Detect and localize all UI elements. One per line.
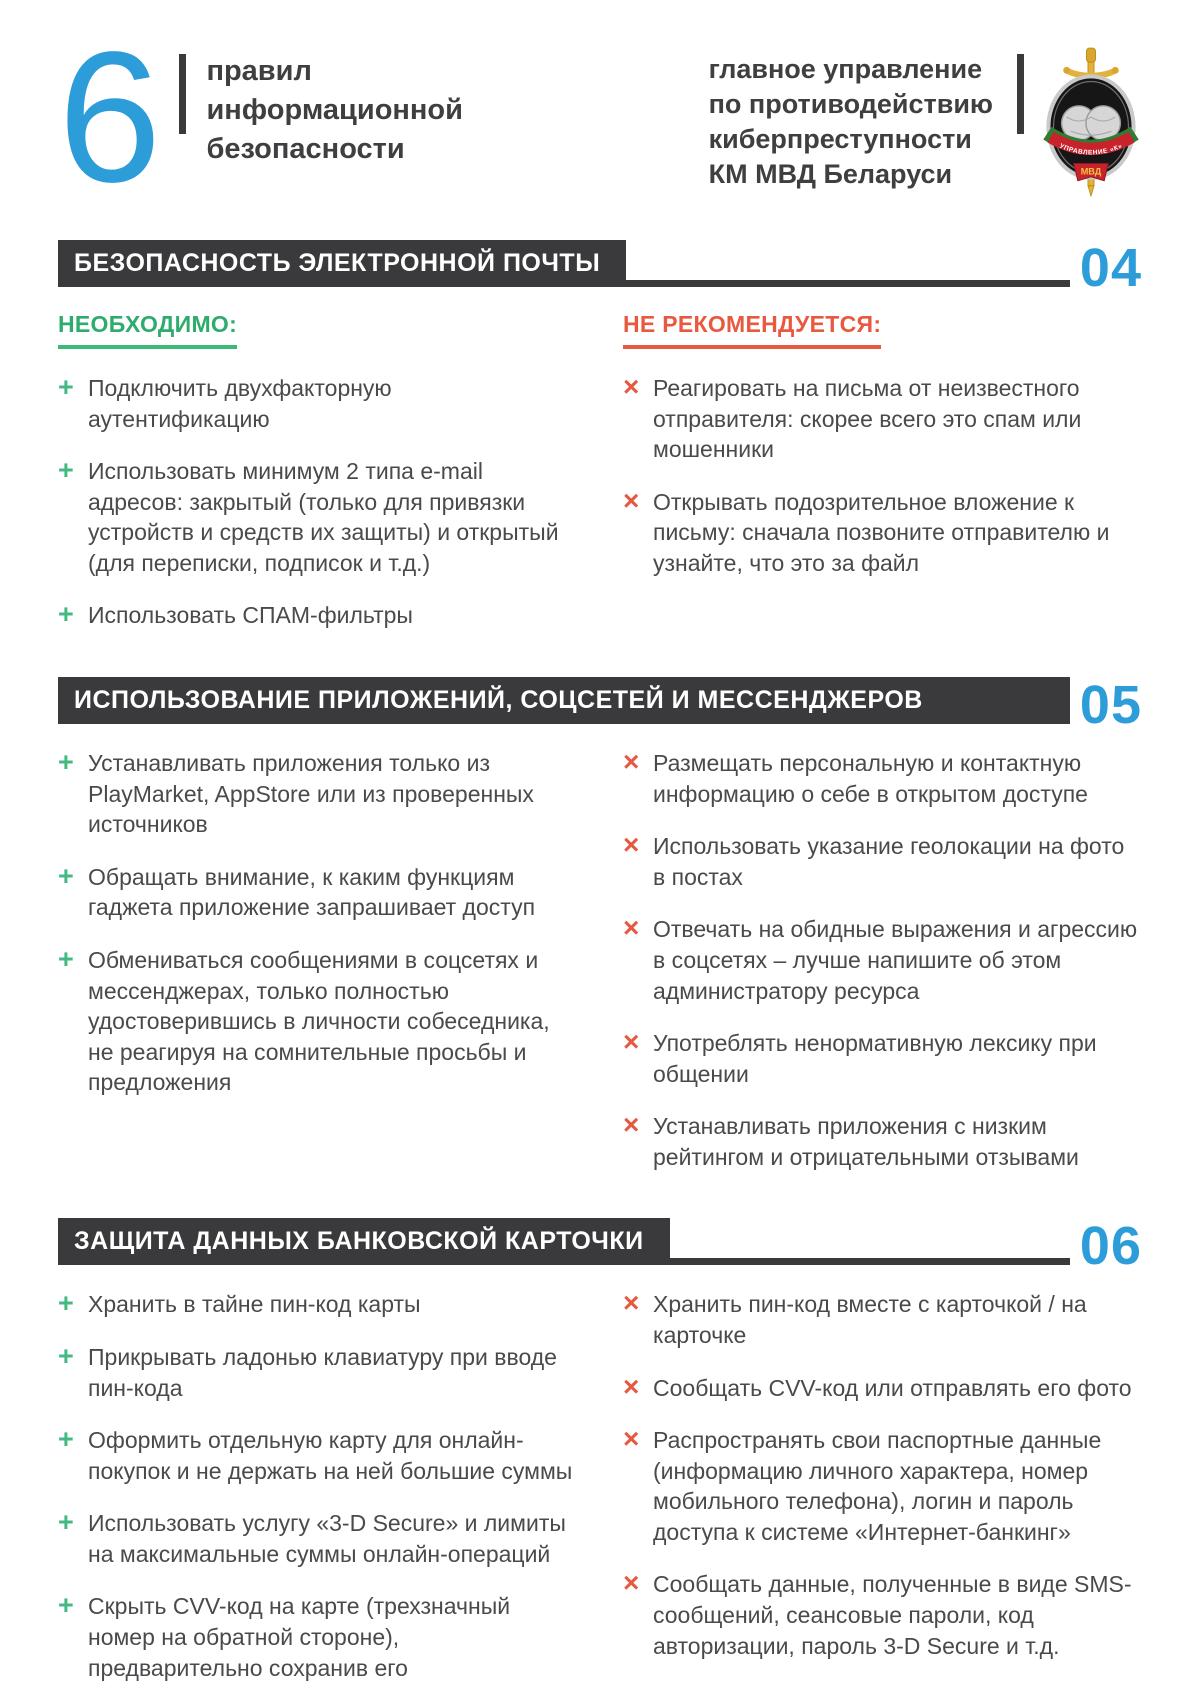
list-item (623, 1569, 1142, 1661)
list-item (58, 862, 577, 923)
section-header-line (670, 1258, 1070, 1265)
do-column (58, 311, 577, 653)
plus-icon: + (58, 943, 74, 974)
list-item (623, 831, 1142, 892)
do-column-label: НЕОБХОДИМО: (58, 311, 237, 349)
cross-icon: × (623, 1567, 640, 1599)
item-text: Хранить пин-код вместе с карточкой / на карточке (653, 1291, 1087, 1348)
do-column (58, 1289, 577, 1705)
list-item (623, 1028, 1142, 1089)
list-item (623, 1289, 1142, 1350)
list-item (623, 1370, 1142, 1404)
header-divider-bar (179, 54, 186, 134)
plus-icon: + (58, 1507, 74, 1538)
cross-icon: × (623, 1026, 640, 1058)
organization-line: киберпреступности (708, 124, 972, 155)
section-columns (58, 1289, 1142, 1705)
section-title: БЕЗОПАСНОСТЬ ЭЛЕКТРОННОЙ ПОЧТЫ (74, 249, 601, 277)
item-text: Прикрывать ладонью клавиатуру при вводе пин-кода (88, 1343, 557, 1401)
item-text: Обращать внимание, к каким функциям гаджета приложение запрашивает доступ (88, 863, 536, 921)
dont-column (623, 311, 1142, 653)
item-text: Распространять свои паспортные данные (информацию личного характера, номер мобильного телефона), логин и пароль доступа к системе «Интернет-банкинг» (653, 1427, 1102, 1545)
organization-name (709, 52, 993, 192)
list-item (58, 1289, 577, 1320)
dont-column (623, 748, 1142, 1194)
list-item (58, 945, 577, 1098)
page-title-line: информационной (206, 93, 463, 126)
item-text: Оформить отдельную карту для онлайн-покупок и не держать на ней большие суммы (88, 1427, 573, 1484)
cross-icon: × (623, 912, 640, 944)
cross-icon: × (623, 484, 640, 516)
cross-icon: × (623, 829, 640, 861)
section-header (58, 237, 1142, 298)
section-number: 04 (1079, 237, 1142, 298)
plus-icon: + (58, 1590, 74, 1621)
organization-line: КМ МВД Беларуси (708, 159, 953, 190)
list-item (623, 1425, 1142, 1547)
item-text: Использовать СПАМ-фильтры (88, 602, 413, 629)
globe-icon (1062, 106, 1121, 140)
item-text: Скрыть CVV-код на карте (трехзначный номер на обратной стороне), предварительно сохранив его (88, 1593, 511, 1681)
item-text: Подключить двухфакторную аутентификацию (88, 375, 392, 432)
list-item (58, 1508, 577, 1569)
section-title: ЗАЩИТА ДАННЫХ БАНКОВСКОЙ КАРТОЧКИ (74, 1227, 644, 1256)
list-item (58, 373, 577, 434)
item-text: Отвечать на обидные выражения и агрессию в соцсетях – лучше напишите об этом администратору ресурса (653, 916, 1138, 1004)
list-item (623, 373, 1142, 465)
page-title-line: правил (206, 55, 312, 87)
section-number: 05 (1079, 675, 1142, 736)
item-text: Использовать указание геолокации на фото в постах (653, 833, 1125, 890)
list-item (58, 456, 577, 578)
item-text: Открывать подозрительное вложение к письму: сначала позвоните отправителю и узнайте, что это за файл (653, 488, 1110, 576)
item-text: Устанавливать приложения с низким рейтингом и отрицательными отзывами (653, 1113, 1079, 1170)
dont-column (623, 1289, 1142, 1705)
section-title: ИСПОЛЬЗОВАНИЕ ПРИЛОЖЕНИЙ, СОЦСЕТЕЙ И МЕССЕНДЖЕРОВ (74, 686, 923, 715)
section-columns (58, 748, 1142, 1194)
item-text: Употреблять ненормативную лексику при общении (653, 1030, 1097, 1087)
item-text: Хранить в тайне пин-код карты (88, 1291, 421, 1318)
emblem-ribbon-text: УПРАВЛЕНИЕ «К» (1058, 142, 1124, 157)
list-item (58, 748, 577, 840)
section-number: 06 (1079, 1216, 1142, 1277)
section-header (58, 1216, 1142, 1277)
list-item (58, 1591, 577, 1683)
plus-icon: + (58, 747, 74, 778)
cross-icon: × (623, 746, 640, 778)
item-text: Реагировать на письма от неизвестного отправителя: скорее всего это спам или мошенники (653, 375, 1082, 463)
cross-icon: × (623, 371, 640, 402)
cross-icon: × (623, 1109, 640, 1141)
item-text: Размещать персональную и контактную информацию о себе в открытом доступе (653, 750, 1088, 807)
cross-icon: × (623, 1370, 640, 1402)
cross-icon: × (623, 1287, 640, 1319)
list-item (623, 1111, 1142, 1172)
mvd-emblem-icon (1040, 46, 1142, 198)
plus-icon: + (58, 599, 74, 630)
item-text: Использовать услугу «3-D Secure» и лимиты на максимальные суммы онлайн-операций (88, 1510, 566, 1567)
cross-icon: × (623, 1423, 640, 1455)
section-header (58, 675, 1142, 736)
item-text: Использовать минимум 2 типа e-mail адресов: закрытый (только для привязки устройств и средств их защиты) и открытый (для переписки, подписок и т.д.) (88, 458, 559, 576)
dont-column-label: НЕ РЕКОМЕНДУЕТСЯ: (623, 311, 881, 349)
header-right (709, 44, 1142, 198)
section-apps-social (58, 677, 1142, 1194)
list-item (623, 484, 1142, 579)
header-divider-bar (1017, 54, 1024, 134)
list-item (58, 1425, 577, 1486)
plus-icon: + (58, 1424, 74, 1455)
do-column (58, 748, 577, 1194)
organization-line: по противодействию (708, 89, 993, 120)
header-left (58, 14, 463, 221)
list-item (623, 914, 1142, 1006)
list-item (58, 1342, 577, 1403)
section-header-line (626, 280, 1070, 287)
section-email-security (58, 237, 1142, 653)
list-item (58, 600, 577, 631)
plus-icon: + (58, 1340, 74, 1371)
emblem-banner-text: МВД (1080, 166, 1102, 177)
page-title-line: безопасности (206, 132, 405, 165)
item-text: Обмениваться сообщениями в соцсетях и мессенджерах, только полностью удостоверившись в личности собеседника, не реагируя на сомнительные просьбы и предложения (88, 946, 550, 1096)
plus-icon: + (58, 860, 74, 891)
plus-icon: + (58, 455, 74, 486)
plus-icon: + (58, 372, 74, 402)
page-title (206, 52, 463, 169)
item-text: Устанавливать приложения только из PlayMarket, AppStore или из проверенных источников (88, 750, 534, 838)
section-bank-card (58, 1218, 1142, 1705)
section-title-bar (58, 240, 626, 287)
section-columns (58, 311, 1142, 653)
page-header (58, 14, 1142, 221)
plus-icon: + (58, 1288, 74, 1319)
item-text: Сообщать CVV-код или отправлять его фото (653, 1374, 1132, 1401)
section-title-bar (58, 1218, 670, 1265)
list-item (623, 748, 1142, 809)
item-text: Сообщать данные, полученные в виде SMS-сообщений, сеансовые пароли, код авторизации, пароль 3-D Secure и т.д. (653, 1571, 1132, 1659)
organization-line: главное управление (708, 54, 983, 84)
section-title-bar (58, 677, 1070, 724)
big-number-6: 6 (58, 14, 158, 221)
